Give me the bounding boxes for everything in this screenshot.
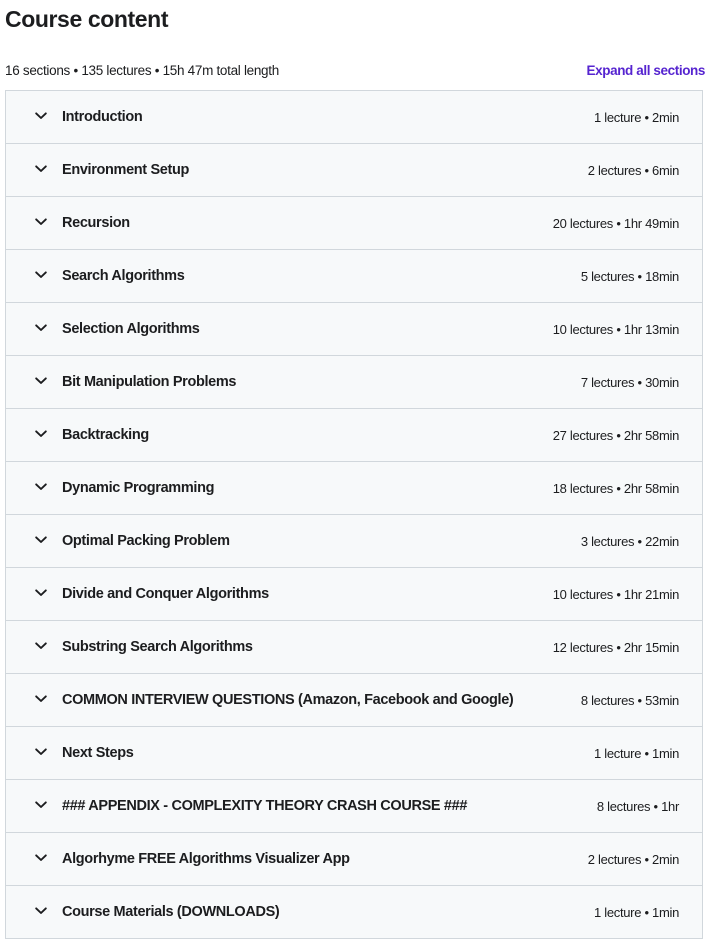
chevron-down-icon: [34, 162, 48, 176]
section-title: Introduction: [62, 109, 143, 125]
section-title: Search Algorithms: [62, 268, 185, 284]
section-meta: 1 lecture • 2min: [593, 109, 679, 125]
chevron-down-icon: [34, 427, 48, 441]
section-title: ### APPENDIX - COMPLEXITY THEORY CRASH COURSE ###: [62, 798, 468, 814]
section-meta: 18 lectures • 2hr 58min: [552, 480, 679, 496]
section-row-12[interactable]: [6, 674, 702, 727]
section-row-4[interactable]: [6, 250, 702, 303]
section-title: Bit Manipulation Problems: [62, 374, 237, 390]
section-row-13[interactable]: [6, 727, 702, 780]
section-meta: 10 lectures • 1hr 21min: [552, 586, 679, 602]
section-meta: 2 lectures • 6min: [587, 162, 679, 178]
section-row-10[interactable]: [6, 568, 702, 621]
section-row-15[interactable]: [6, 833, 702, 886]
course-summary: 16 sections • 135 lectures • 15h 47m total length: [5, 62, 279, 78]
section-meta: 8 lectures • 1hr: [596, 798, 679, 814]
section-title: Substring Search Algorithms: [62, 639, 253, 655]
chevron-down-icon: [34, 639, 48, 653]
chevron-down-icon: [34, 586, 48, 600]
section-meta: 1 lecture • 1min: [593, 745, 679, 761]
chevron-down-icon: [34, 904, 48, 918]
section-meta: 2 lectures • 2min: [587, 851, 679, 867]
section-meta: 7 lectures • 30min: [580, 374, 679, 390]
section-title: Backtracking: [62, 427, 149, 443]
section-title: Environment Setup: [62, 162, 189, 178]
section-row-7[interactable]: [6, 409, 702, 462]
course-content-heading: Course content: [5, 6, 169, 32]
chevron-down-icon: [34, 745, 48, 759]
section-meta: 10 lectures • 1hr 13min: [552, 321, 679, 337]
section-meta: 5 lectures • 18min: [580, 268, 679, 284]
section-row-1[interactable]: [6, 91, 702, 144]
course-summary-bar: [5, 60, 705, 80]
section-row-16[interactable]: [6, 886, 702, 939]
section-title: Selection Algorithms: [62, 321, 200, 337]
expand-all-sections-button[interactable]: Expand all sections: [586, 62, 705, 78]
chevron-down-icon: [34, 215, 48, 229]
chevron-down-icon: [34, 321, 48, 335]
section-row-5[interactable]: [6, 303, 702, 356]
chevron-down-icon: [34, 533, 48, 547]
section-title: Next Steps: [62, 745, 134, 761]
section-row-14[interactable]: [6, 780, 702, 833]
section-title: Optimal Packing Problem: [62, 533, 230, 549]
chevron-down-icon: [34, 798, 48, 812]
section-title: Divide and Conquer Algorithms: [62, 586, 269, 602]
chevron-down-icon: [34, 109, 48, 123]
section-title: Dynamic Programming: [62, 480, 215, 496]
section-meta: 27 lectures • 2hr 58min: [552, 427, 679, 443]
chevron-down-icon: [34, 480, 48, 494]
section-meta: 20 lectures • 1hr 49min: [552, 215, 679, 231]
section-row-9[interactable]: [6, 515, 702, 568]
section-row-3[interactable]: [6, 197, 702, 250]
section-title: Course Materials (DOWNLOADS): [62, 904, 280, 920]
section-row-6[interactable]: [6, 356, 702, 409]
section-title: Algorhyme FREE Algorithms Visualizer App: [62, 851, 350, 867]
section-meta: 8 lectures • 53min: [580, 692, 679, 708]
section-row-8[interactable]: [6, 462, 702, 515]
section-meta: 3 lectures • 22min: [580, 533, 679, 549]
chevron-down-icon: [34, 692, 48, 706]
section-row-11[interactable]: [6, 621, 702, 674]
section-title: COMMON INTERVIEW QUESTIONS (Amazon, Facebook and Google): [62, 692, 514, 708]
chevron-down-icon: [34, 374, 48, 388]
chevron-down-icon: [34, 268, 48, 282]
section-meta: 1 lecture • 1min: [593, 904, 679, 920]
section-list: [5, 90, 703, 939]
section-row-2[interactable]: [6, 144, 702, 197]
chevron-down-icon: [34, 851, 48, 865]
section-meta: 12 lectures • 2hr 15min: [552, 639, 679, 655]
section-title: Recursion: [62, 215, 130, 231]
